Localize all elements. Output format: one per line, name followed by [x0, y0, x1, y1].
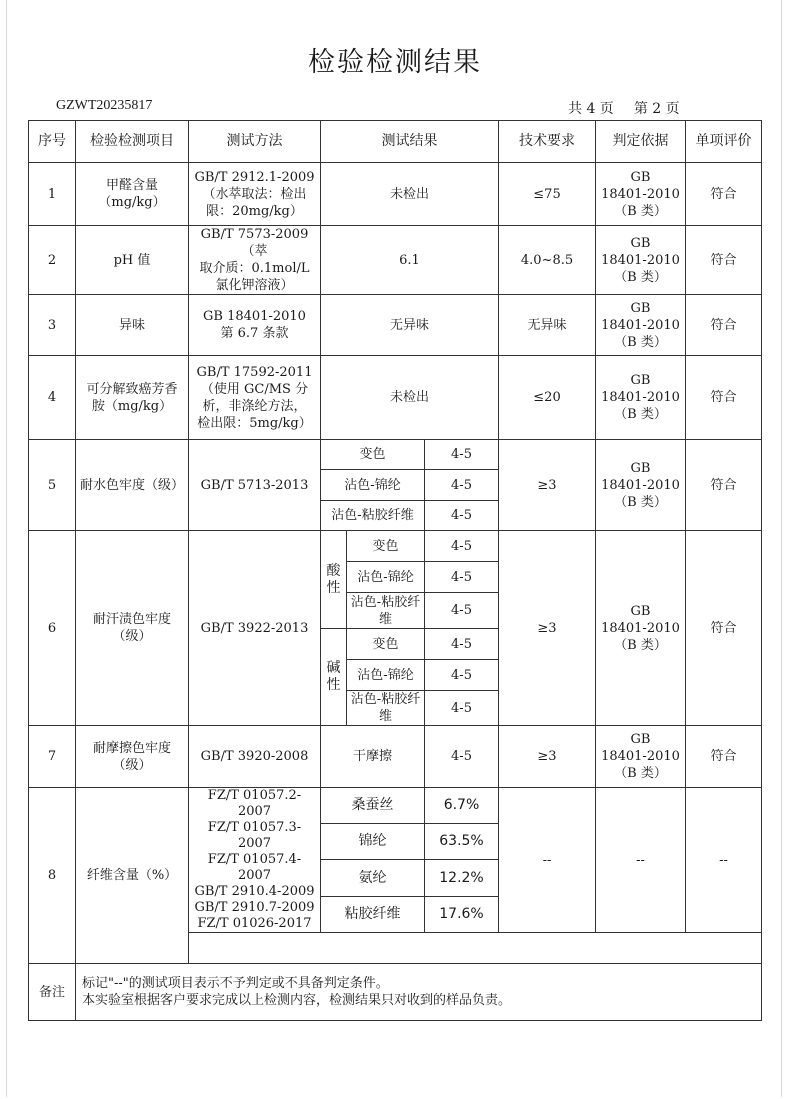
sub-result-value: 4-5	[425, 440, 499, 470]
table-row	[29, 726, 762, 788]
table-row	[29, 226, 762, 295]
sub-result-label: 变色	[347, 629, 425, 660]
fiber-percent: 17.6%	[425, 897, 499, 933]
item-name: 异味	[76, 295, 189, 356]
evaluation: 符合	[686, 726, 762, 788]
sub-result-value: 4-5	[425, 726, 499, 788]
test-result: 未检出	[321, 163, 499, 226]
judgment-basis: GB 18401-2010 （B 类）	[596, 726, 686, 788]
evaluation: 符合	[686, 295, 762, 356]
requirement: --	[499, 788, 596, 933]
test-method: FZ/T 01057.2-2007 FZ/T 01057.3-2007 FZ/T 01057.4-2007 GB/T 2910.4-2009 GB/T 2910.7-2009 FZ/T 01026-2017	[189, 788, 321, 933]
requirement: 无异味	[499, 295, 596, 356]
judgment-basis: GB 18401-2010 （B 类）	[596, 356, 686, 440]
header-basis: 判定依据	[596, 121, 686, 163]
requirement: ≥3	[499, 726, 596, 788]
sub-result-value: 4-5	[425, 691, 499, 726]
sub-result-value: 4-5	[425, 470, 499, 501]
header-evaluation: 单项评价	[686, 121, 762, 163]
table-row	[29, 295, 762, 356]
sub-result-label: 变色	[347, 531, 425, 562]
evaluation: 符合	[686, 163, 762, 226]
header-method: 测试方法	[189, 121, 321, 163]
evaluation: --	[686, 788, 762, 933]
evaluation: 符合	[686, 356, 762, 440]
row-number: 7	[29, 726, 76, 788]
table-row	[29, 531, 762, 562]
notes-row	[29, 964, 762, 1021]
requirement: ≥3	[499, 531, 596, 726]
sub-result-value: 4-5	[425, 629, 499, 660]
sub-result-value: 4-5	[425, 562, 499, 593]
sub-result-label: 变色	[321, 440, 425, 470]
judgment-basis: --	[596, 788, 686, 933]
item-name: 耐汗渍色牢度 （级）	[76, 531, 189, 726]
alkali-label: 碱 性	[321, 629, 347, 726]
row-number: 4	[29, 356, 76, 440]
results-table	[28, 120, 762, 1021]
header-result: 测试结果	[321, 121, 499, 163]
item-name: 可分解致癌芳香 胺（mg/kg）	[76, 356, 189, 440]
sub-result-value: 4-5	[425, 593, 499, 629]
item-name: pH 值	[76, 226, 189, 295]
requirement: 4.0~8.5	[499, 226, 596, 295]
table-row	[29, 163, 762, 226]
row-number: 1	[29, 163, 76, 226]
sub-result-label: 沾色-粘胶纤维	[347, 593, 425, 629]
evaluation: 符合	[686, 440, 762, 531]
test-method: GB/T 3922-2013	[189, 531, 321, 726]
sub-result-value: 4-5	[425, 531, 499, 562]
report-number: GZWT20235817	[56, 98, 153, 113]
fiber-percent: 6.7%	[425, 788, 499, 824]
test-result: 未检出	[321, 356, 499, 440]
row-number: 6	[29, 531, 76, 726]
header-item: 检验检测项目	[76, 121, 189, 163]
row-number: 5	[29, 440, 76, 531]
test-method: GB/T 5713-2013	[189, 440, 321, 531]
item-name: 纤维含量（%）	[76, 788, 189, 964]
sub-result-label: 沾色-锦纶	[347, 660, 425, 691]
sub-result-value: 4-5	[425, 660, 499, 691]
test-result: 无异味	[321, 295, 499, 356]
fiber-name: 氨纶	[321, 860, 425, 897]
sub-result-label: 干摩擦	[321, 726, 425, 788]
header-requirement: 技术要求	[499, 121, 596, 163]
current-page: 第 2 页	[633, 101, 680, 117]
blank-cell	[189, 933, 762, 964]
row-number: 8	[29, 788, 76, 964]
item-name: 耐摩擦色牢度 （级）	[76, 726, 189, 788]
sub-result-label: 沾色-粘胶纤维	[321, 501, 425, 531]
requirement: ≤75	[499, 163, 596, 226]
test-method: GB 18401-2010 第 6.7 条款	[189, 295, 321, 356]
test-method: GB/T 7573-2009（萃 取介质：0.1mol/L 氯化钾溶液）	[189, 226, 321, 295]
judgment-basis: GB 18401-2010 （B 类）	[596, 295, 686, 356]
judgment-basis: GB 18401-2010 （B 类）	[596, 531, 686, 726]
row-number: 2	[29, 226, 76, 295]
fiber-name: 锦纶	[321, 823, 425, 860]
evaluation: 符合	[686, 531, 762, 726]
test-result: 6.1	[321, 226, 499, 295]
sub-result-label: 沾色-锦纶	[321, 470, 425, 501]
item-name: 耐水色牢度（级）	[76, 440, 189, 531]
notes-label: 备注	[29, 964, 76, 1021]
table-row	[29, 356, 762, 440]
judgment-basis: GB 18401-2010 （B 类）	[596, 226, 686, 295]
table-row	[29, 788, 762, 824]
fiber-name: 粘胶纤维	[321, 897, 425, 933]
acid-label: 酸 性	[321, 531, 347, 629]
header-row	[29, 121, 762, 163]
requirement: ≤20	[499, 356, 596, 440]
sub-result-label: 沾色-锦纶	[347, 562, 425, 593]
test-method: GB/T 2912.1-2009 （水萃取法：检出 限：20mg/kg）	[189, 163, 321, 226]
total-pages: 共 4 页	[568, 101, 614, 117]
row-number: 3	[29, 295, 76, 356]
item-name: 甲醛含量 （mg/kg）	[76, 163, 189, 226]
table-row	[29, 440, 762, 470]
test-method: GB/T 3920-2008	[189, 726, 321, 788]
page-indicator	[568, 98, 680, 118]
sub-result-label: 沾色-粘胶纤维	[347, 691, 425, 726]
requirement: ≥3	[499, 440, 596, 531]
notes-text: 标记"--"的测试项目表示不予判定或不具备判定条件。 本实验室根据客户要求完成以上检测内容，检测结果只对收到的样品负责。	[76, 964, 762, 1021]
fiber-percent: 63.5%	[425, 823, 499, 860]
evaluation: 符合	[686, 226, 762, 295]
fiber-percent: 12.2%	[425, 860, 499, 897]
test-method: GB/T 17592-2011 （使用 GC/MS 分 析，非涤纶方法， 检出限：5mg/kg）	[189, 356, 321, 440]
fiber-name: 桑蚕丝	[321, 788, 425, 824]
judgment-basis: GB 18401-2010 （B 类）	[596, 163, 686, 226]
header-no: 序号	[29, 121, 76, 163]
sub-result-value: 4-5	[425, 501, 499, 531]
page-title: 检验检测结果	[308, 47, 482, 78]
judgment-basis: GB 18401-2010 （B 类）	[596, 440, 686, 531]
